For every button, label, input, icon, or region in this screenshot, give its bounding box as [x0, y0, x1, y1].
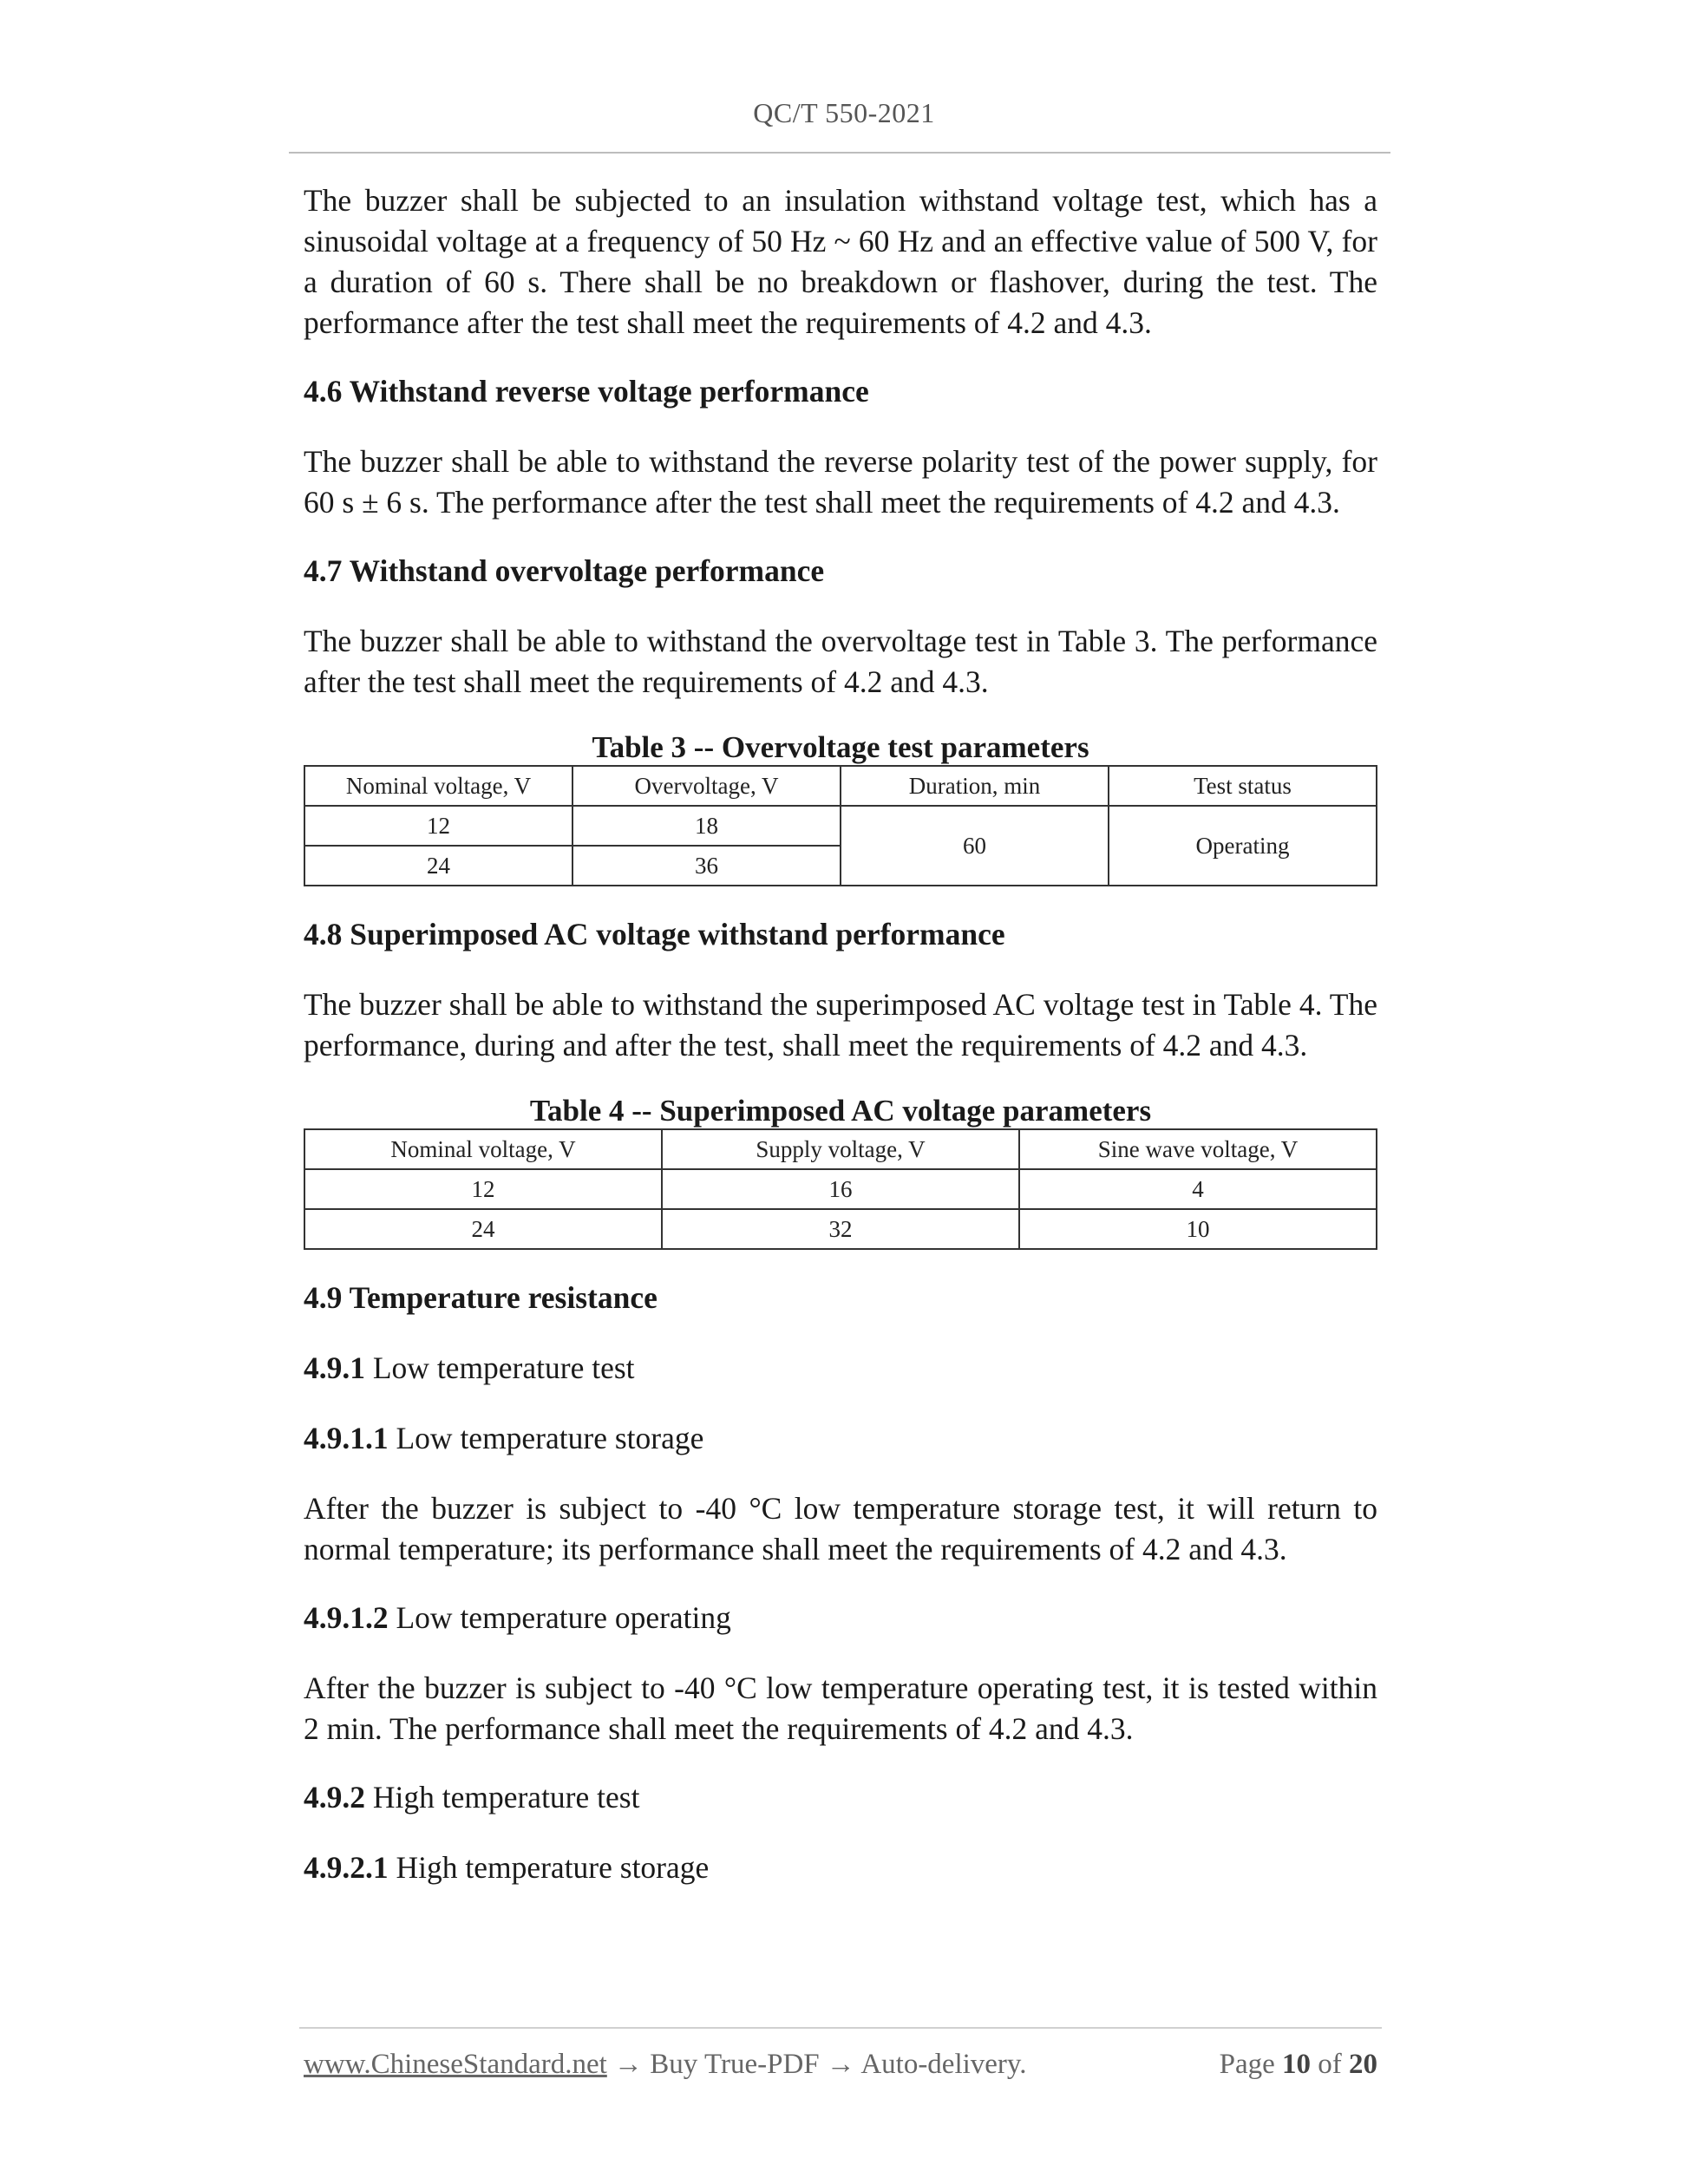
table-cell: 16	[662, 1169, 1019, 1209]
section-4-9-2-1-heading	[304, 1847, 1377, 1888]
table-header-cell: Supply voltage, V	[662, 1129, 1019, 1169]
table-cell: 10	[1019, 1209, 1377, 1249]
subsection-title: Low temperature test	[372, 1350, 635, 1385]
table-header-row	[304, 1129, 1377, 1169]
table-cell: 24	[304, 846, 572, 886]
table-header-cell: Nominal voltage, V	[304, 1129, 662, 1169]
table-cell: 4	[1019, 1169, 1377, 1209]
table-cell: 24	[304, 1209, 662, 1249]
auto-delivery-text: Auto-delivery.	[860, 2049, 1027, 2080]
section-4-6-heading: 4.6 Withstand reverse voltage performance	[304, 374, 869, 409]
subsection-title: Low temperature storage	[396, 1421, 704, 1455]
subsection-number: 4.9.2	[304, 1780, 365, 1815]
table-cell-duration: 60	[841, 806, 1109, 886]
table-header-row	[304, 766, 1377, 806]
arrow-right-icon: →	[614, 2049, 644, 2080]
table-cell: 12	[304, 1169, 662, 1209]
subsection-title: High temperature storage	[396, 1850, 710, 1885]
footer-promo	[304, 2047, 1027, 2082]
subsection-number: 4.9.2.1	[304, 1850, 389, 1885]
subsection-number: 4.9.1	[304, 1350, 365, 1385]
section-4-6-paragraph: The buzzer shall be able to withstand the reverse polarity test of the power supply, for 60 s ± 6 s. The performance after the test shall meet the requirements of 4.2 and 4.3.	[304, 444, 1377, 520]
table-header-cell: Sine wave voltage, V	[1019, 1129, 1377, 1169]
footer-divider	[299, 2027, 1382, 2029]
table-row	[304, 1209, 1377, 1249]
table-3-overvoltage	[304, 765, 1377, 886]
page-number: 10	[1282, 2049, 1311, 2080]
buy-true-pdf-link[interactable]: Buy True-PDF	[650, 2049, 820, 2080]
of-label: of	[1318, 2049, 1342, 2080]
document-code-header: QC/T 550-2021	[753, 97, 935, 128]
table-4-superimposed-ac	[304, 1128, 1377, 1250]
section-4-9-2-heading	[304, 1777, 1377, 1818]
section-4-9-1-heading	[304, 1348, 1377, 1389]
section-4-9-1-2-paragraph: After the buzzer is subject to -40 °C low temperature operating test, it is tested within 2 min. The performance shall meet the requirements of 4.2 and 4.3.	[304, 1671, 1377, 1746]
table-row	[304, 1169, 1377, 1209]
section-4-9-1-1-heading	[304, 1418, 1377, 1459]
subsection-number: 4.9.1.2	[304, 1600, 389, 1635]
document-body	[304, 180, 1377, 1918]
section-4-9-1-1-paragraph: After the buzzer is subject to -40 °C low temperature storage test, it will return to normal temperature; its performance shall meet the requirements of 4.2 and 4.3.	[304, 1491, 1377, 1566]
section-4-9-heading: 4.9 Temperature resistance	[304, 1280, 658, 1315]
page-total: 20	[1349, 2049, 1377, 2080]
table-header-cell: Duration, min	[841, 766, 1109, 806]
table-cell: 18	[572, 806, 841, 846]
subsection-title: High temperature test	[372, 1780, 640, 1815]
page-indicator	[1220, 2047, 1377, 2082]
subsection-title: Low temperature operating	[396, 1600, 731, 1635]
section-4-8-heading: 4.8 Superimposed AC voltage withstand performance	[304, 917, 1005, 951]
table-cell: 36	[572, 846, 841, 886]
table-cell-status: Operating	[1109, 806, 1377, 886]
table-4-caption: Table 4 -- Superimposed AC voltage parameters	[529, 1094, 1152, 1128]
arrow-right-icon: →	[826, 2049, 855, 2080]
table-cell: 12	[304, 806, 572, 846]
section-4-8-paragraph: The buzzer shall be able to withstand the superimposed AC voltage test in Table 4. The performance, during and after the test, shall meet the requirements of 4.2 and 4.3.	[304, 987, 1377, 1063]
section-4-7-heading: 4.7 Withstand overvoltage performance	[304, 553, 825, 588]
page-label: Page	[1219, 2049, 1275, 2080]
website-link[interactable]: www.ChineseStandard.net	[304, 2049, 607, 2080]
header-divider	[289, 152, 1390, 154]
table-header-cell: Test status	[1109, 766, 1377, 806]
table-3-caption: Table 3 -- Overvoltage test parameters	[592, 730, 1089, 764]
section-4-9-1-2-heading	[304, 1598, 1377, 1638]
table-row	[304, 806, 1377, 846]
table-cell: 32	[662, 1209, 1019, 1249]
subsection-number: 4.9.1.1	[304, 1421, 389, 1455]
table-header-cell: Nominal voltage, V	[304, 766, 572, 806]
section-4-7-paragraph: The buzzer shall be able to withstand the overvoltage test in Table 3. The performance after the test shall meet the requirements of 4.2 and 4.3.	[304, 624, 1377, 699]
insulation-paragraph: The buzzer shall be subjected to an insulation withstand voltage test, which has a sinusoidal voltage at a frequency of 50 Hz ~ 60 Hz and an effective value of 500 V, for a duration of 60 s. There shall be no breakdown or flashover, during the test. The performance after the test shall meet the requirements of 4.2 and 4.3.	[304, 183, 1377, 340]
table-header-cell: Overvoltage, V	[572, 766, 841, 806]
